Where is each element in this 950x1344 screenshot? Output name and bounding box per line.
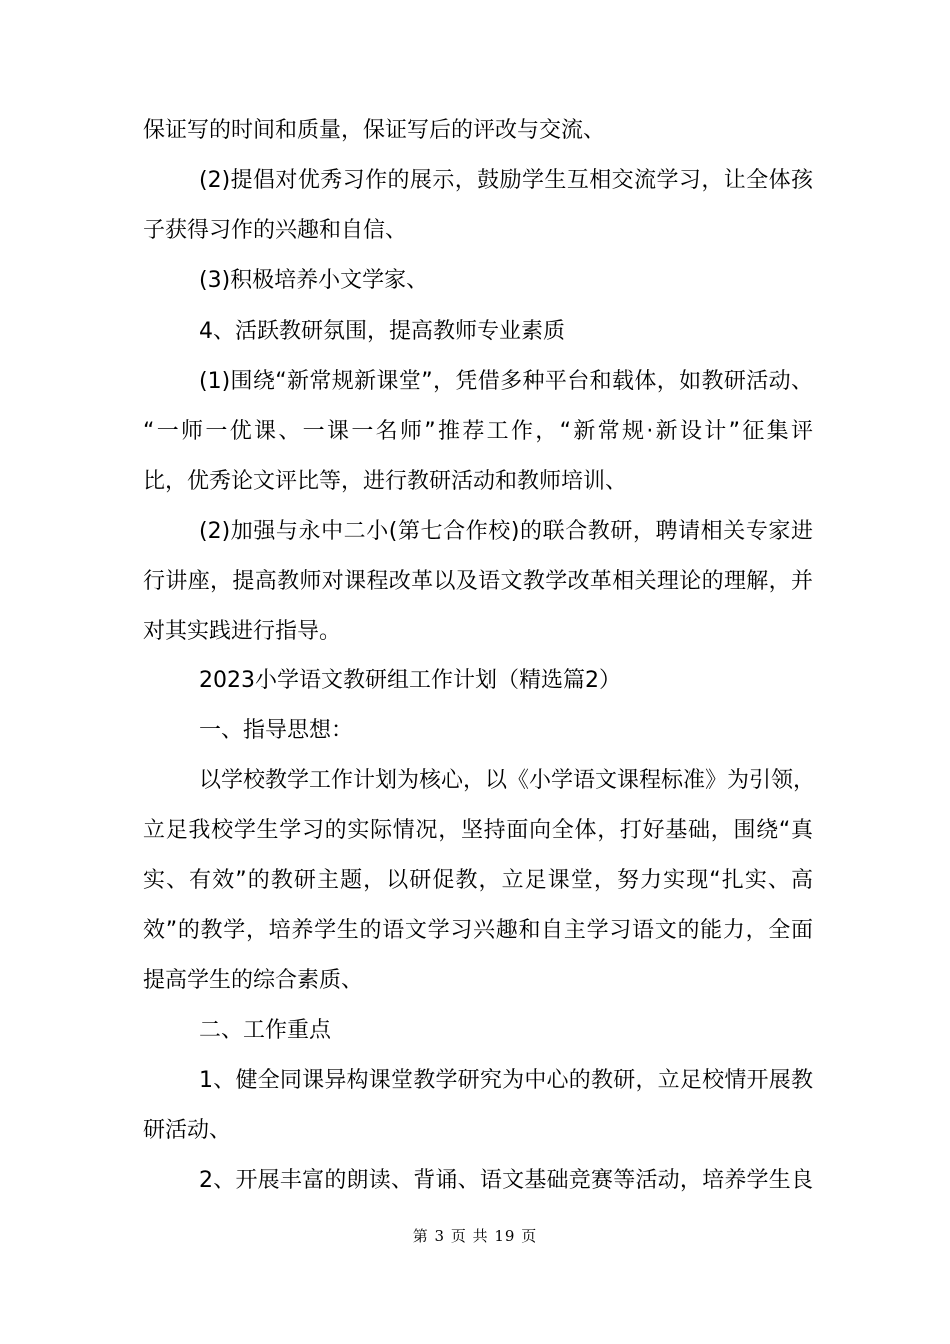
text-line: 比，优秀论文评比等，进行教研活动和教师培训、 [143,469,628,494]
text-line: (3)积极培养小文学家、 [199,268,429,293]
text-line: 提高学生的综合素质、 [143,968,364,993]
text-line: 保证写的时间和质量，保证写后的评改与交流、 [143,118,606,143]
page-number: 第 3 页 共 19 页 [412,1227,538,1245]
text-line: 子获得习作的兴趣和自信、 [143,218,408,243]
text-line: 2、开展丰富的朗读、背诵、语文基础竞赛等活动，培养学生良 [199,1168,813,1193]
heading: 一、指导思想： [199,718,354,743]
text-line: 立足我校学生学习的实际情况，坚持面向全体，打好基础，围绕“真 [143,818,813,843]
text-line: (1)围绕“新常规新课堂”，凭借多种平台和载体，如教研活动、 [199,369,813,394]
section-title: 2023小学语文教研组工作计划（精选篇2） [199,668,621,693]
text-line: 对其实践进行指导。 [143,619,342,644]
heading: 二、工作重点 [199,1018,332,1043]
text-line: (2)提倡对优秀习作的展示，鼓励学生互相交流学习，让全体孩 [199,168,813,193]
text-line: (2)加强与永中二小(第七合作校)的联合教研，聘请相关专家进 [199,519,813,544]
text-line: 4、活跃教研氛围，提高教师专业素质 [199,319,565,344]
text-line: 1、健全同课异构课堂教学研究为中心的教研，立足校情开展教 [199,1068,813,1093]
text-line: 行讲座，提高教师对课程改革以及语文教学改革相关理论的理解，并 [143,569,813,594]
text-line: 效”的教学，培养学生的语文学习兴趣和自主学习语文的能力，全面 [143,918,813,943]
text-line: 研活动、 [143,1118,232,1143]
text-line: 实、有效”的教研主题，以研促教，立足课堂，努力实现“扎实、高 [143,868,813,893]
text-line: “一师一优课、一课一名师”推荐工作，“新常规·新设计”征集评 [143,419,813,444]
text-line: 以学校教学工作计划为核心，以《小学语文课程标准》为引领， [199,768,816,793]
